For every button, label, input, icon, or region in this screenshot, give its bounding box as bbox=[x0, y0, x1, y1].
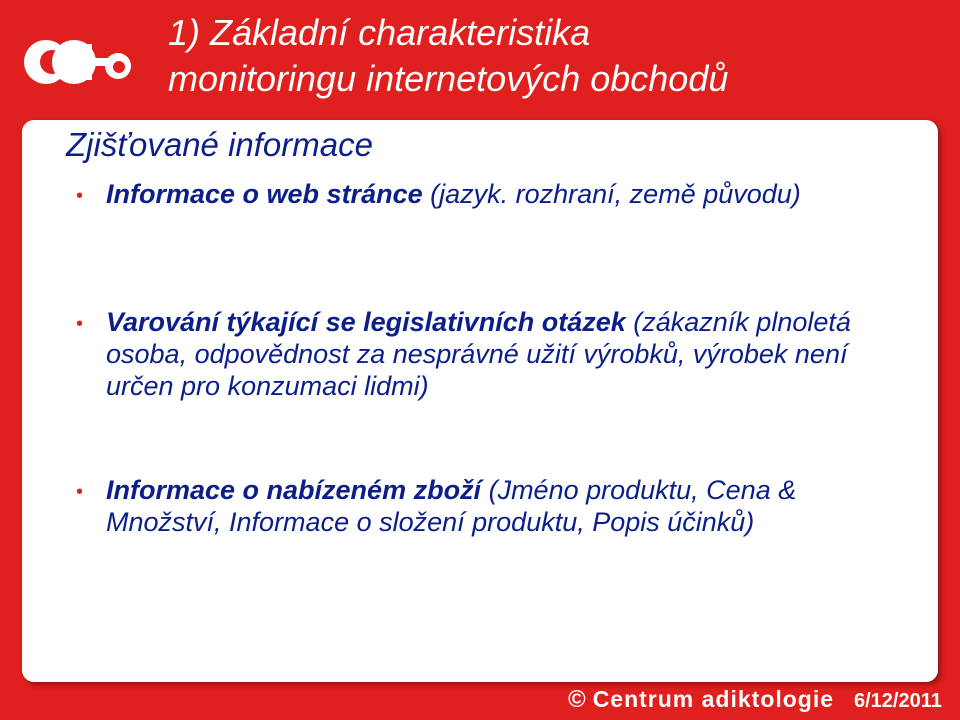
list-item-bold: Informace o nabízeném zboží bbox=[106, 475, 482, 505]
bullet-icon: • bbox=[76, 185, 84, 207]
title-line-1: 1) Základní charakteristika bbox=[168, 12, 591, 53]
heading-bullet-item bbox=[28, 126, 373, 164]
list-item-text bbox=[106, 474, 916, 538]
bullet-icon: • bbox=[76, 313, 84, 335]
footer-date: 6/12/2011 bbox=[854, 690, 942, 712]
list-item-detail: (jazyk. rozhraní, země původu) bbox=[430, 179, 801, 209]
list-item bbox=[76, 474, 916, 538]
list-item-bold: Informace o web stránce bbox=[106, 179, 423, 209]
bullet-icon: • bbox=[28, 132, 38, 162]
list-item bbox=[76, 306, 916, 402]
slide-title bbox=[168, 10, 948, 102]
footer-brand bbox=[568, 686, 834, 714]
list-item-bold: Varování týkající se legislativních otázek bbox=[106, 307, 626, 337]
list-item-detail: (Jméno produktu, Cena & Množství, Informace o složení produktu, Popis účinků) bbox=[106, 475, 797, 537]
copyright-icon: © bbox=[568, 686, 587, 713]
list-item bbox=[76, 178, 916, 214]
list-item-text bbox=[106, 306, 916, 402]
title-line-2: monitoringu internetových obchodů bbox=[168, 58, 729, 99]
section-heading: Zjišťované informace bbox=[66, 126, 373, 163]
footer-brand-name: Centrum adiktologie bbox=[592, 686, 835, 712]
bullet-icon: • bbox=[76, 481, 84, 503]
list-item-detail: (zákazník plnoletá osoba, odpovědnost za nesprávné užití výrobků, výrobek není určen pro konzumaci lidmi) bbox=[106, 307, 851, 401]
list-item-text bbox=[106, 178, 801, 210]
centrum-adiktologie-logo-icon bbox=[22, 34, 134, 90]
